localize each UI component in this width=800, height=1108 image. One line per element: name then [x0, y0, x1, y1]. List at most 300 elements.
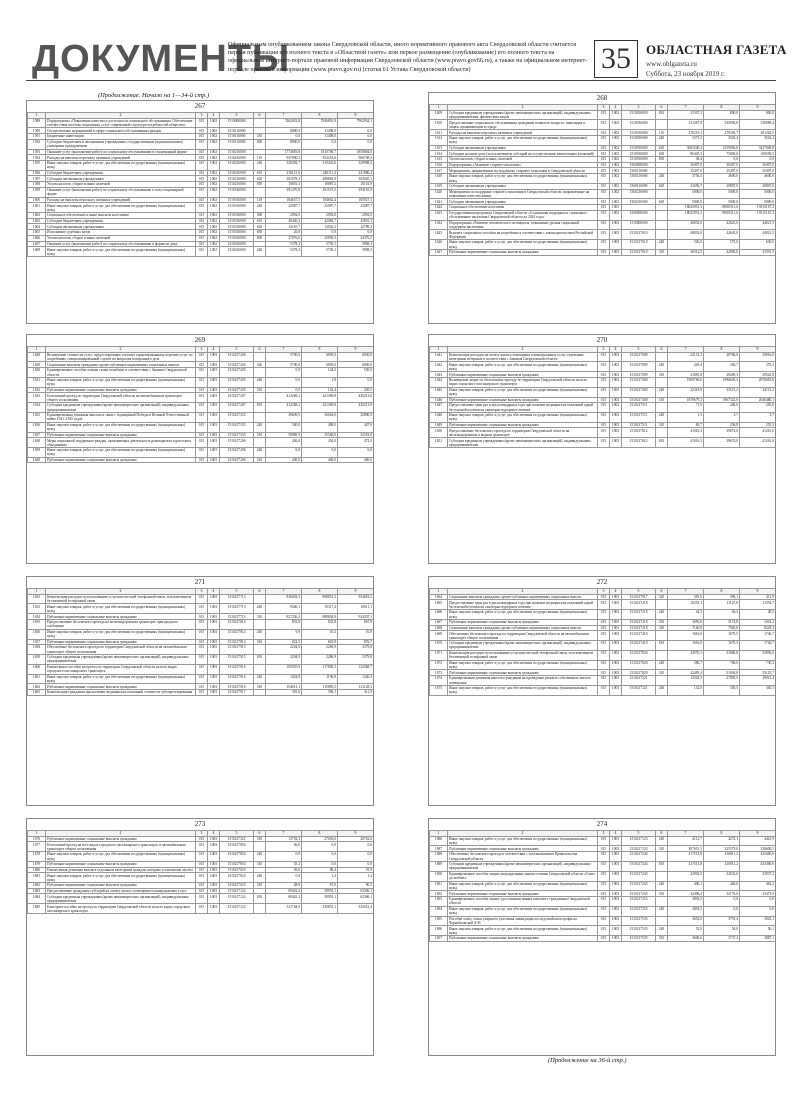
column-header: 9 — [338, 831, 374, 837]
table-cell: 015 — [598, 157, 610, 163]
table-cell: 015 — [598, 387, 610, 397]
table-cell: 1510217122 — [220, 888, 254, 894]
table-cell: 1655 — [28, 619, 46, 629]
table-cell — [656, 230, 668, 240]
table-cell: Расходы на выплаты персоналу казенных учреждений — [448, 130, 598, 136]
table-row — [430, 936, 776, 942]
table-cell: 281078,3 — [266, 176, 302, 182]
table-cell: 240 — [254, 448, 266, 458]
table-cell: 41261,0 — [740, 428, 776, 438]
table-cell: 1658 — [28, 645, 46, 655]
table-cell: Предоставление социального обслуживания гражданам пожилого возраста, инвалидам и лицам, проживающим в городе — [448, 120, 598, 130]
budget-table — [27, 830, 374, 914]
table-cell: 015 — [196, 235, 208, 241]
table-row — [430, 230, 776, 240]
table-row — [430, 906, 776, 916]
table-cell: 48,5 — [740, 610, 776, 620]
table-cell: 1685 — [28, 904, 46, 914]
table-cell: 1510116000 — [220, 128, 254, 134]
table-cell — [254, 412, 266, 422]
table-cell: 19315167,2 — [740, 210, 776, 220]
table-cell: 015 — [598, 619, 610, 625]
table-cell: 0,0 — [302, 852, 338, 862]
table-cell: Публичные нормативные социальные выплаты гражданам — [46, 861, 196, 867]
column-header: 4 — [208, 589, 220, 595]
table-cell: 1647 — [430, 403, 448, 413]
table-cell: 015 — [598, 685, 610, 695]
column-header: 7 — [266, 347, 302, 353]
table-cell: 1510217009 — [622, 372, 656, 378]
table-cell: 1510217612 — [622, 438, 656, 448]
table-row — [430, 852, 776, 862]
table-cell: 1510217820 — [622, 670, 656, 676]
table-cell: 240 — [254, 852, 266, 862]
table-cell: 1510217916 — [220, 664, 254, 674]
table-cell: 1694 — [430, 906, 448, 916]
table-cell — [254, 594, 266, 604]
table-cell: 320 — [656, 594, 668, 600]
table-cell: 1595 — [28, 161, 46, 171]
table-panel — [26, 576, 374, 806]
table-cell: 015 — [196, 422, 208, 432]
table-cell: 1,3 — [668, 412, 704, 422]
table-cell: 1002 — [610, 145, 622, 151]
table-cell: 3159046,8 — [704, 145, 740, 151]
column-header: 5 — [622, 831, 656, 837]
table-cell: 1003 — [610, 372, 622, 378]
column-header: 1 — [430, 831, 448, 837]
table-cell: 888834,9 — [302, 614, 338, 620]
table-cell: 25407,0 — [704, 168, 740, 174]
table-cell: 240 — [656, 387, 668, 397]
table-row — [430, 240, 776, 250]
table-cell: 144,3 — [302, 368, 338, 378]
table-cell: 1666 — [430, 610, 448, 620]
table-cell: 1510217419 — [622, 631, 656, 641]
table-cell: 1003 — [610, 249, 622, 255]
table-cell: 436,0 — [266, 438, 302, 448]
column-header: 6 — [656, 589, 668, 595]
table-cell: 104011,1 — [266, 684, 302, 690]
panel-page-number: 269 — [194, 336, 206, 344]
table-cell: 10087,2 — [302, 182, 338, 188]
table-cell: 25050,5 — [302, 235, 338, 241]
table-cell — [656, 428, 668, 438]
table-cell: 43891,3 — [338, 218, 374, 224]
table-cell: 1510916000 — [622, 157, 656, 163]
table-cell: 32353,0 — [338, 432, 374, 438]
table-cell: 310 — [656, 249, 668, 255]
table-cell: 40440,3 — [266, 218, 302, 224]
table-cell: 1620 — [430, 189, 448, 199]
table-cell: 015 — [598, 397, 610, 403]
table-cell: 1600 — [28, 197, 46, 203]
table-cell: 1510217218 — [622, 600, 656, 610]
table-cell: 1996603,3 — [704, 377, 740, 387]
table-cell: 43391,5 — [740, 249, 776, 255]
table-cell: 3542,4 — [704, 135, 740, 145]
table-cell: 10,8 — [338, 629, 374, 639]
table-cell: 246,0 — [704, 403, 740, 413]
header-rule — [26, 80, 776, 81]
table-cell: 1003 — [610, 619, 622, 625]
table-row — [28, 654, 374, 664]
table-cell: Публичные нормативные социальные выплаты гражданам — [448, 670, 598, 676]
table-cell: 1612 — [430, 135, 448, 145]
table-cell: 015 — [598, 641, 610, 651]
table-cell: 279392,7 — [704, 130, 740, 136]
table-cell: 1660 — [28, 664, 46, 674]
table-cell: 1003 — [610, 641, 622, 651]
table-cell: Возмещение затрат по бесплатному проезду по территории Свердловской области на всех видах городского пассажирского транспорта — [448, 377, 598, 387]
table-cell: 55,2 — [266, 861, 302, 867]
table-cell — [656, 631, 668, 641]
table-panel — [428, 92, 776, 324]
table-cell: 25087,7 — [338, 203, 374, 213]
table-cell: 8000,0 — [266, 128, 302, 134]
table-cell: 1003 — [610, 210, 622, 220]
table-cell: 1002 — [610, 157, 622, 163]
table-cell: 1003 — [208, 690, 220, 696]
table-cell: 0,8 — [266, 852, 302, 862]
table-cell: Публичные нормативные социальные выплаты гражданам — [448, 936, 598, 942]
table-cell: 1640 — [28, 457, 46, 463]
table-cell — [254, 393, 266, 403]
table-cell: 270218,1 — [668, 130, 704, 136]
table-cell: 1003 — [208, 438, 220, 448]
table-cell: 0,0 — [266, 377, 302, 387]
table-cell — [656, 377, 668, 387]
table-cell: 25407,0 — [668, 168, 704, 174]
table-cell: 12789,3 — [338, 224, 374, 230]
table-row — [28, 422, 374, 432]
table-cell: 30407,0 — [668, 162, 704, 168]
column-header: 2 — [46, 347, 196, 353]
table-cell: 3652,6 — [668, 916, 704, 926]
table-cell: 1003 — [610, 352, 622, 362]
table-cell: 1510217025 — [220, 867, 254, 873]
table-cell: 240 — [656, 926, 668, 936]
table-cell: 320 — [656, 625, 668, 631]
table-cell: 1696 — [430, 926, 448, 936]
table-cell: 6,0 — [338, 448, 374, 458]
table-cell: 1659 — [28, 654, 46, 664]
table-cell: 015 — [598, 249, 610, 255]
table-cell: 1003 — [610, 205, 622, 211]
table-cell: 5000,0 — [704, 189, 740, 199]
table-cell: 240 — [254, 377, 266, 387]
table-cell: 69441,2 — [266, 894, 302, 904]
column-header: 5 — [622, 105, 656, 111]
table-cell — [254, 438, 266, 448]
table-cell: 850 — [656, 157, 668, 163]
table-cell: 2092,0 — [302, 213, 338, 219]
table-cell — [656, 871, 668, 881]
table-cell: 1,8 — [302, 377, 338, 387]
table-cell: 822,5 — [266, 639, 302, 645]
table-cell: 015 — [196, 664, 208, 674]
table-row — [28, 149, 374, 155]
table-cell: 1003 — [208, 387, 220, 393]
table-cell: Иные закупки товаров, работ и услуг для обеспечения государственных (муниципальных) нужд — [448, 926, 598, 936]
table-cell: 1002 — [208, 230, 220, 236]
table-cell: Иные закупки товаров, работ и услуг для обеспечения государственных (муниципальных) нужд — [448, 660, 598, 670]
table-cell: 1510416000 — [220, 241, 254, 247]
table-cell: 0,0 — [740, 896, 776, 906]
table-cell: 3887,1 — [740, 936, 776, 942]
table-cell: 015 — [196, 861, 208, 867]
table-cell: 25407,0 — [740, 168, 776, 174]
table-cell: 18025951,3 — [668, 210, 704, 220]
table-cell: 1002 — [610, 151, 622, 157]
table-cell: 015 — [598, 861, 610, 871]
table-cell: 1687 — [430, 846, 448, 852]
table-cell: 830 — [254, 230, 266, 236]
table-cell: 6,0 — [302, 448, 338, 458]
table-cell: 10317,4 — [302, 604, 338, 614]
table-cell: 1604 — [28, 224, 46, 230]
table-cell: 1510217218 — [622, 610, 656, 620]
table-cell: 015 — [196, 883, 208, 889]
table-row — [28, 377, 374, 387]
section-title: ДОКУМЕНТЫ — [32, 38, 291, 80]
table-cell: 1002 — [610, 199, 622, 205]
table-cell: Иные закупки товаров, работ и услуг для обеспечения государственных (муниципальных) нужд — [46, 203, 196, 213]
table-cell: 1003 — [610, 600, 622, 610]
table-cell: 015 — [196, 619, 208, 629]
table-cell: 1003 — [208, 412, 220, 422]
table-cell: Уплата налогов, сборов и иных платежей — [46, 235, 196, 241]
table-cell: 1510216000 — [220, 149, 254, 155]
table-cell: 5730,1 — [302, 241, 338, 247]
table-cell: 3542,4 — [740, 135, 776, 145]
table-cell: 1002 — [610, 120, 622, 130]
table-cell: 1510217854 — [220, 861, 254, 867]
table-cell: 185927,1 — [338, 197, 374, 203]
table-cell: 3791,4 — [704, 916, 740, 926]
table-row — [28, 690, 374, 696]
column-header: 9 — [338, 113, 374, 119]
table-cell: Субсидии кредитным учреждениям (кроме некоммерческих организаций), индивидуальным предпринимателям — [46, 894, 196, 904]
table-cell: 1510217511 — [622, 422, 656, 428]
table-cell: 1591 — [28, 134, 46, 140]
table-cell: 1510217917 — [622, 594, 656, 600]
table-cell: 27895,5 — [704, 676, 740, 686]
column-header: 8 — [302, 347, 338, 353]
table-cell: 0,0 — [338, 134, 374, 140]
table-cell: Уплата налогов, сборов и иных платежей — [46, 182, 196, 188]
table-cell: 833,8 — [266, 619, 302, 629]
table-cell: 310 — [656, 670, 668, 676]
table-cell: 462,2 — [740, 881, 776, 891]
table-row — [28, 203, 374, 213]
table-cell: 1510217335 — [220, 432, 254, 438]
table-cell: 0,0 — [266, 387, 302, 393]
table-cell: Иные закупки товаров, работ и услуг для обеспечения государственных (муниципальных) нужд — [448, 685, 598, 695]
table-row — [28, 873, 374, 883]
table-cell: 1677 — [28, 842, 46, 852]
table-cell — [254, 842, 266, 852]
table-row — [430, 110, 776, 120]
table-cell: 015 — [196, 403, 208, 413]
table-row — [430, 135, 776, 145]
table-cell: 0,8 — [266, 873, 302, 883]
table-cell: 1510217321 — [622, 676, 656, 686]
table-cell: 800,0 — [704, 110, 740, 120]
column-header: 5 — [622, 347, 656, 353]
table-cell: 610 — [254, 170, 266, 176]
column-header: 6 — [656, 831, 668, 837]
table-cell: 015 — [196, 448, 208, 458]
table-cell: 1689 — [430, 861, 448, 871]
table-cell: 810 — [254, 403, 266, 413]
table-cell: 898851,3 — [302, 594, 338, 604]
table-cell: 30407,0 — [740, 162, 776, 168]
table-cell: Публичные нормативные социальные выплаты гражданам — [448, 372, 598, 378]
table-cell: 730,3 — [740, 660, 776, 670]
table-cell: 015 — [598, 676, 610, 686]
table-cell: 1002 — [208, 247, 220, 257]
table-cell: 240 — [254, 873, 266, 883]
table-cell: 836002,3 — [266, 594, 302, 604]
table-cell: 1003 — [208, 654, 220, 664]
table-cell: 015 — [598, 936, 610, 942]
table-cell: 0,0 — [704, 906, 740, 916]
table-cell: 015 — [598, 412, 610, 422]
table-cell: 1613 — [430, 145, 448, 151]
table-cell: 41016,3 — [668, 438, 704, 448]
table-cell: Субсидии автономным учреждениям — [46, 176, 196, 182]
table-cell: 1638 — [28, 438, 46, 448]
table-cell: 1510217207 — [220, 393, 254, 403]
table-cell: 1002 — [208, 170, 220, 176]
table-cell: 015 — [196, 230, 208, 236]
table-cell: 1,4 — [338, 873, 374, 883]
table-cell: 800,0 — [740, 110, 776, 120]
column-header: 1 — [28, 347, 46, 353]
column-header: 2 — [46, 831, 196, 837]
table-cell: 1003 — [610, 362, 622, 372]
table-cell: 3803,5 — [668, 906, 704, 916]
table-cell: 307651,3 — [668, 846, 704, 852]
table-cell: Меры социальной поддержки граждан, оказывающих деятельность руководителя туристского объединения — [46, 438, 196, 448]
table-cell: 1510116000 — [220, 134, 254, 140]
table-cell: Иные закупки товаров, работ и услуг для обеспечения государственных (муниципальных) нужд — [448, 836, 598, 846]
table-cell: 0,0 — [338, 842, 374, 852]
table-cell — [254, 645, 266, 655]
table-cell: 433460,6 — [740, 861, 776, 871]
table-cell: 1774683,8 — [266, 149, 302, 155]
table-cell: 0,0 — [266, 134, 302, 140]
table-cell: 850 — [254, 182, 266, 188]
table-cell: Мероприятия по поддержке старшего поколения в Свердловской области, направленные на повышение качества жизни — [448, 189, 598, 199]
table-cell: 52,0 — [668, 926, 704, 936]
table-cell: 1510217206 — [220, 438, 254, 448]
table-cell: 6,0 — [266, 448, 302, 458]
table-cell: 0,0 — [704, 157, 740, 163]
table-cell: 42643,0 — [704, 220, 740, 230]
column-header: 4 — [610, 589, 622, 595]
table-cell — [656, 676, 668, 686]
column-header: 1 — [28, 589, 46, 595]
column-header: 3 — [196, 113, 208, 119]
table-row — [28, 852, 374, 862]
table-cell: 1649 — [430, 422, 448, 428]
table-cell: 1810768,7 — [302, 149, 338, 155]
table-row — [430, 428, 776, 438]
table-cell: 015 — [196, 639, 208, 645]
table-cell: 11147,8 — [704, 600, 740, 610]
table-cell — [254, 187, 266, 197]
table-cell: 1676 — [28, 836, 46, 842]
table-cell: 1596 — [28, 170, 46, 176]
column-header: 5 — [220, 347, 254, 353]
table-cell: Иные закупки товаров, работ и услуг для обеспечения государственных (муниципальных) нужд — [46, 873, 196, 883]
table-cell: 5700,0 — [266, 352, 302, 362]
table-cell: 620 — [656, 199, 668, 205]
table-cell — [656, 852, 668, 862]
table-cell: Публичные нормативные социальные выплаты гражданам — [46, 684, 196, 690]
column-header: 8 — [704, 347, 740, 353]
table-cell: 19030311,6 — [704, 205, 740, 211]
table-cell: 015 — [196, 904, 208, 914]
table-row — [430, 189, 776, 199]
table-cell: 3,7 — [704, 412, 740, 422]
column-header: 6 — [254, 589, 266, 595]
table-cell: 1002 — [610, 189, 622, 199]
table-cell: 015 — [196, 155, 208, 161]
table-cell: Мероприятия, направленные на поддержку старшего поколения в Свердловской области — [448, 168, 598, 174]
table-cell: 1560116000 — [622, 183, 656, 189]
table-cell: 1510916000 — [622, 130, 656, 136]
table-cell: 20807,0 — [704, 183, 740, 189]
table-cell: Единовременное пособие лицам, награжденным знаком отличия Свердловской области «Совет да любовь» — [448, 871, 598, 881]
table-cell: 240 — [254, 674, 266, 684]
table-cell: 310 — [254, 432, 266, 438]
table-cell: 1003 — [208, 457, 220, 463]
column-header: 6 — [254, 347, 266, 353]
table-cell: 1002 — [610, 174, 622, 184]
table-cell: 446,0 — [704, 881, 740, 891]
table-cell: 240 — [656, 660, 668, 670]
table-cell: 1656 — [28, 629, 46, 639]
table-cell: Субсидии кредитным учреждениям (кроме некоммерческих организаций), индивидуальным предпринимателям — [448, 641, 598, 651]
table-cell: 706,0 — [704, 660, 740, 670]
table-cell: 3174,8 — [704, 619, 740, 625]
table-row — [430, 377, 776, 387]
table-cell: 320 — [254, 362, 266, 368]
table-cell: 015 — [196, 645, 208, 655]
table-cell: Уплата налогов, сборов и иных платежей — [448, 157, 598, 163]
table-cell: 015 — [196, 213, 208, 219]
table-cell: 1003 — [208, 614, 220, 620]
table-cell: 0,0 — [302, 230, 338, 236]
table-cell: 310 — [254, 861, 266, 867]
table-cell: 015 — [196, 149, 208, 155]
table-cell: 22131,2 — [668, 352, 704, 362]
table-cell: Подпрограмма «Развитие человеческого потенциала, повышение уровня социальной поддержки населения» — [448, 220, 598, 230]
table-cell: 41261,0 — [740, 438, 776, 448]
table-cell: 1618 — [430, 174, 448, 184]
table-cell: 1510216000 — [220, 161, 254, 171]
column-header: 6 — [254, 113, 266, 119]
table-cell: 40832,0 — [668, 220, 704, 230]
table-cell: Иные закупки товаров, работ и услуг для обеспечения государственных (муниципальных) нужд — [46, 674, 196, 684]
table-cell: 1671 — [430, 650, 448, 660]
table-cell: 6830,0 — [338, 362, 374, 368]
newspaper-website[interactable]: www.oblgazeta.ru — [646, 60, 697, 68]
table-row — [430, 120, 776, 130]
